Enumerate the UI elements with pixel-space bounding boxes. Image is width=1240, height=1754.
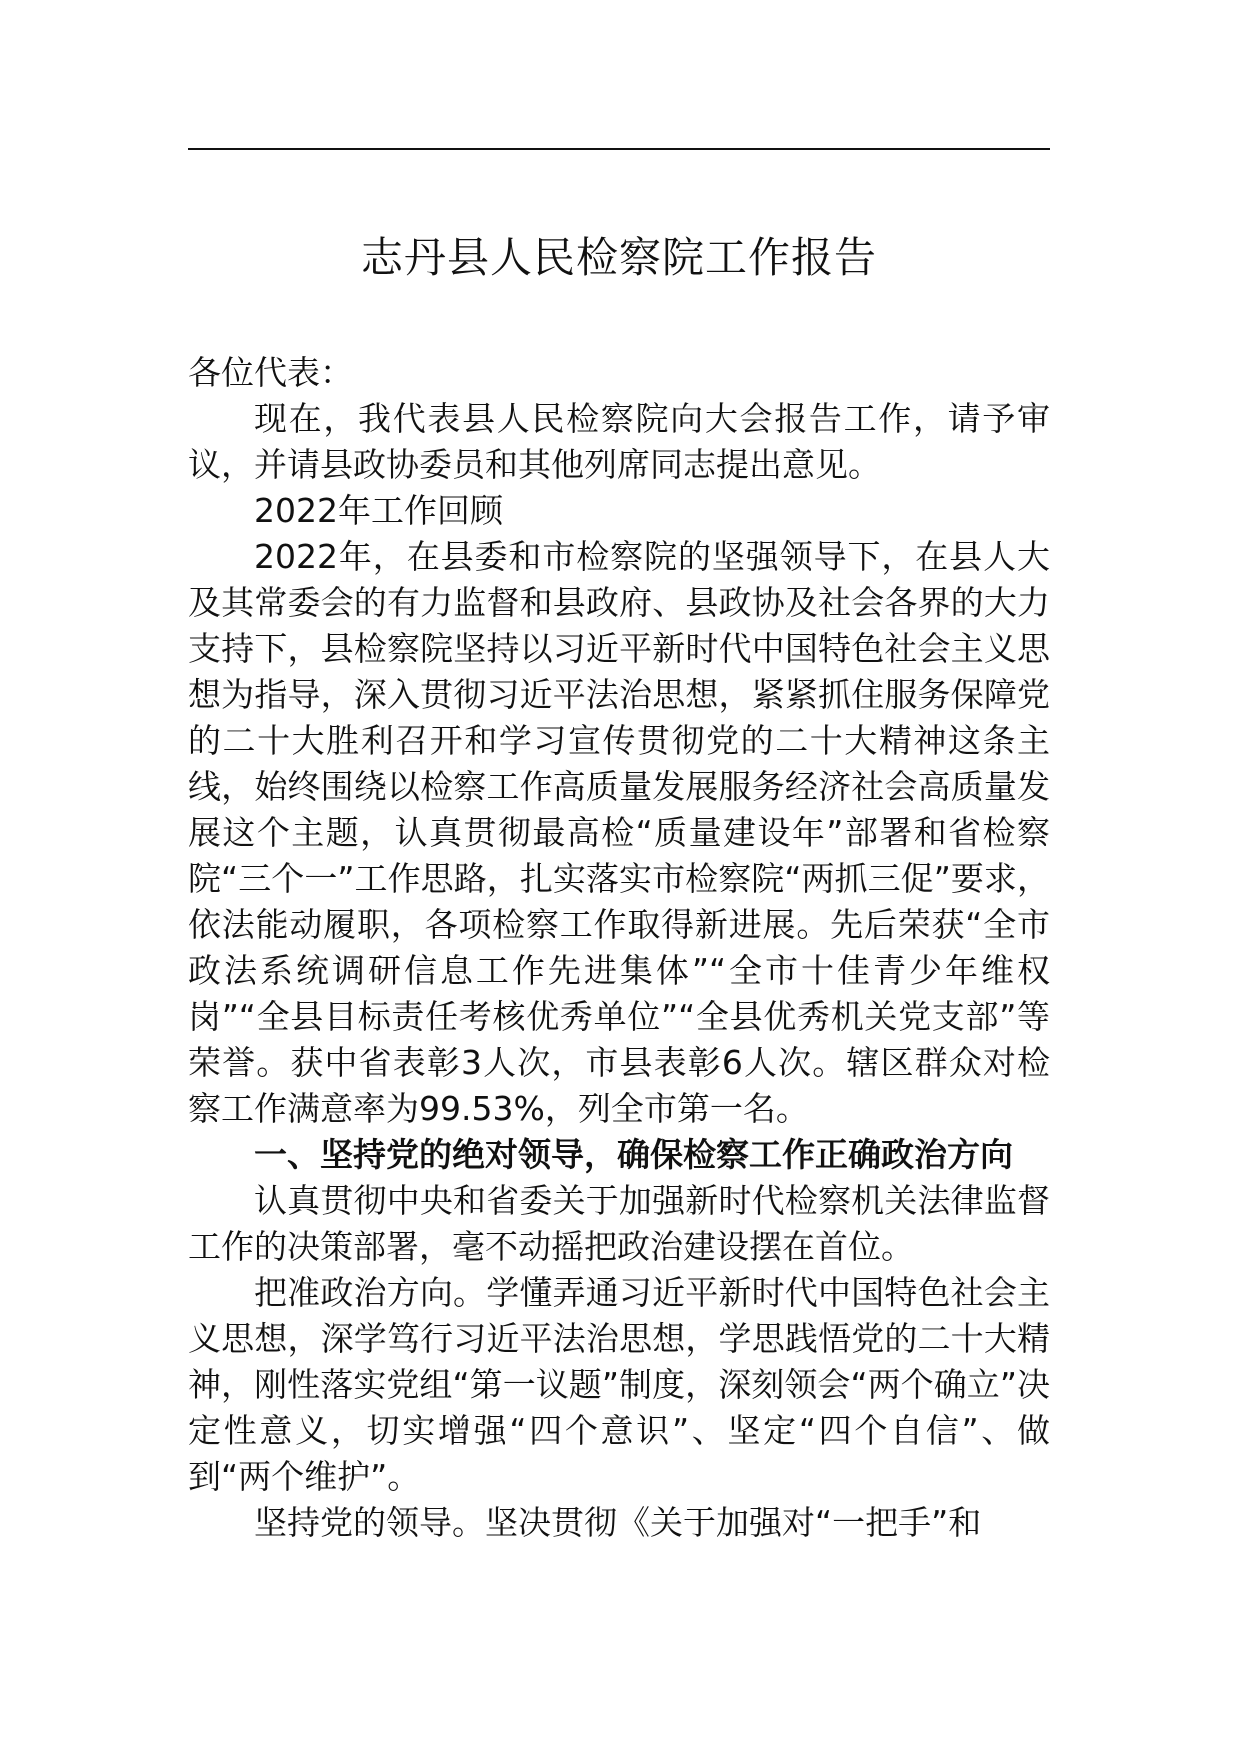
paragraph-political-direction: 把准政治方向。学懂弄通习近平新时代中国特色社会主义思想，深学笃行习近平法治思想，学思践悟党的二十大精神，刚性落实党组“第一议题”制度，深刻领会“两个确立”决定性意义，切实增强“四个意识”、坚定“四个自信”、做到“两个维护”。 bbox=[188, 1273, 1050, 1496]
salutation: 各位代表： bbox=[188, 353, 353, 392]
paragraph-party-leadership: 坚持党的领导。坚决贯彻《关于加强对“一把手”和 bbox=[254, 1503, 982, 1542]
paragraph-intro: 现在，我代表县人民检察院向大会报告工作，请予审议，并请县政协委员和其他列席同志提出意见。 bbox=[188, 399, 1050, 484]
header-divider bbox=[188, 148, 1050, 150]
section-heading-review: 2022年工作回顾 bbox=[254, 491, 503, 530]
document-body bbox=[188, 350, 1050, 1546]
paragraph-section-one-intro: 认真贯彻中央和省委关于加强新时代检察机关法律监督工作的决策部署，毫不动摇把政治建设摆在首位。 bbox=[188, 1181, 1050, 1266]
section-heading-one: 一、坚持党的绝对领导，确保检察工作正确政治方向 bbox=[254, 1135, 1013, 1174]
page-title: 志丹县人民检察院工作报告 bbox=[360, 233, 877, 282]
paragraph-overview: 2022年，在县委和市检察院的坚强领导下，在县人大及其常委会的有力监督和县政府、县政协及社会各界的大力支持下，县检察院坚持以习近平新时代中国特色社会主义思想为指导，深入贯彻习近平法治思想，紧紧抓住服务保障党的二十大胜利召开和学习宣传贯彻党的二十大精神这条主线，始终围绕以检察工作高质量发展服务经济社会高质量发展这个主题，认真贯彻最高检“质量建设年”部署和省检察院“三个一”工作思路，扎实落实市检察院“两抓三促”要求，依法能动履职，各项检察工作取得新进展。先后荣获“全市政法系统调研信息工作先进集体”“全市十佳青少年维权岗”“全县目标责任考核优秀单位”“全县优秀机关党支部”等荣誉。获中省表彰3人次，市县表彰6人次。辖区群众对检察工作满意率为99.53%，列全市第一名。 bbox=[188, 537, 1050, 1128]
